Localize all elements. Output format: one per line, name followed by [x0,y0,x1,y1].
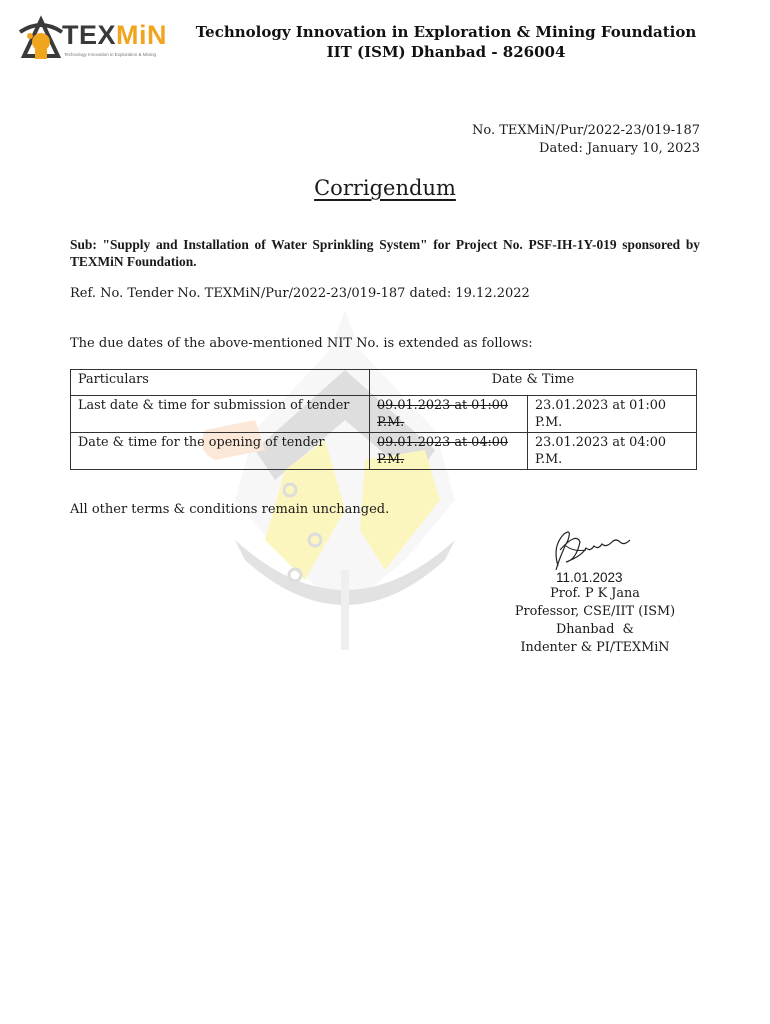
document-title: Corrigendum [314,176,456,200]
row-particular: Date & time for the opening of tender [71,433,370,470]
table-header-particulars: Particulars [71,370,370,396]
texmin-watermark-icon [195,310,495,650]
table-header-row [71,370,697,396]
subject-line: Sub: "Supply and Installation of Water Sprinkling System" for Project No. PSF-IH-1Y-019 sponsored by TEXMiN Foundation. [70,237,700,269]
logo-text-tex: TEX [62,20,117,50]
row-particular: Last date & time for submission of tender [71,396,370,433]
intro-text: The due dates of the above-mentioned NIT No. is extended as follows: [70,336,533,351]
closing-text: All other terms & conditions remain unchanged. [70,502,390,517]
logo-text-min: MiN [116,20,168,50]
reference-number: No. TEXMiN/Pur/2022-23/019-187 [471,123,700,138]
signatory-designation: Professor, CSE/IIT (ISM) [514,604,676,619]
signatory-role: Indenter & PI/TEXMiN [520,640,670,655]
row-old-date [370,433,528,470]
letterhead-line1: Technology Innovation in Exploration & Mining Foundation [195,23,697,41]
due-dates-table [70,369,697,470]
row-new-date: 23.01.2023 at 04:00 P.M. [528,433,697,470]
signature-date: 11.01.2023 [556,570,623,585]
old-date-strike: 09.01.2023 at 01:00 P.M. [377,398,509,430]
reference-block [472,122,700,158]
texmin-logo [14,12,186,68]
signatory-block [505,585,685,657]
table-header-datetime: Date & Time [370,370,697,396]
letterhead-line2: IIT (ISM) Dhanbad - 826004 [326,43,566,61]
reference-date: Dated: January 10, 2023 [539,141,700,156]
logo-tagline: Technology Innovation in Exploration & Mining [64,52,157,57]
signatory-location: Dhanbad & [556,622,634,637]
row-old-date [370,396,528,433]
tender-reference: Ref. No. Tender No. TEXMiN/Pur/2022-23/019-187 dated: 19.12.2022 [70,286,530,301]
signatory-name: Prof. P K Jana [550,586,640,601]
handwritten-signature [546,526,636,574]
old-date-strike: 09.01.2023 at 04:00 P.M. [377,435,509,467]
table-row [71,396,697,433]
table-row [71,433,697,470]
row-new-date: 23.01.2023 at 01:00 P.M. [528,396,697,433]
letterhead [186,22,706,62]
miner-logo-icon [16,14,66,64]
